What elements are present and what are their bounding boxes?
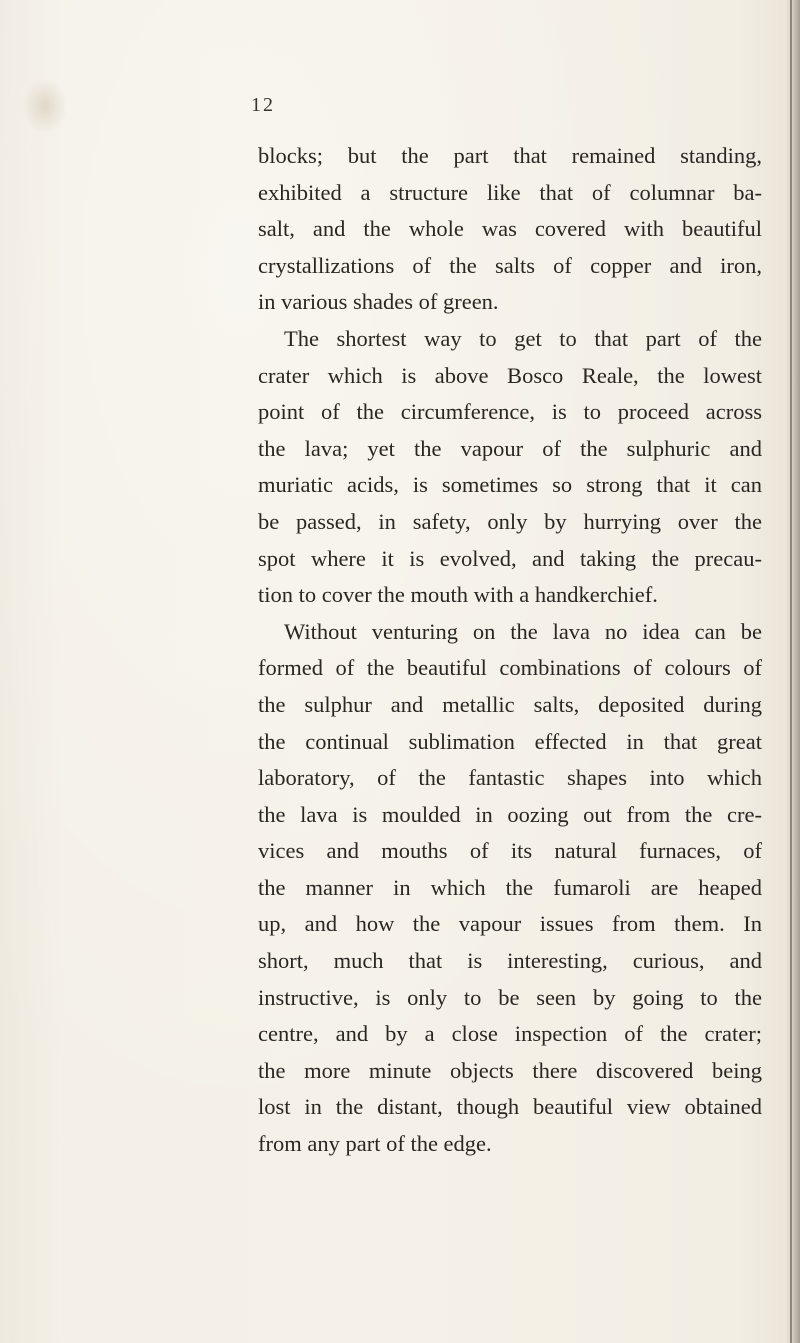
text-line: from any part of the edge.: [258, 1131, 492, 1157]
text-line: the more minute objects there discovered being: [258, 1057, 762, 1083]
text-line: short, much that is interesting, curious, and: [258, 948, 762, 974]
paper-stain: [22, 78, 68, 134]
text-line: centre, and by a close inspection of the crater;: [258, 1021, 762, 1047]
text-line: Without venturing on the lava no idea can be: [284, 618, 762, 644]
text-line: the sulphur and metallic salts, deposited during: [258, 691, 762, 717]
text-line: laboratory, of the fantastic shapes into which: [258, 765, 762, 791]
text-line: tion to cover the mouth with a handkerchief.: [258, 582, 658, 608]
text-line: crystallizations of the salts of copper and iron,: [258, 252, 762, 278]
text-line: exhibited a structure like that of columnar ba-: [258, 179, 762, 205]
page-number: 12: [251, 94, 275, 116]
text-line: muriatic acids, is sometimes so strong that it can: [258, 472, 762, 498]
text-line: lost in the distant, though beautiful view obtained: [258, 1094, 762, 1120]
text-line: salt, and the whole was covered with beautiful: [258, 216, 762, 242]
text-line: spot where it is evolved, and taking the precau-: [258, 545, 762, 571]
text-line: the continual sublimation effected in that great: [258, 728, 762, 754]
binding-line: [790, 0, 792, 1343]
text-line: formed of the beautiful combinations of colours of: [258, 655, 762, 681]
text-line: in various shades of green.: [258, 289, 499, 315]
text-line: crater which is above Bosco Reale, the lowest: [258, 362, 762, 388]
text-line: the manner in which the fumaroli are heaped: [258, 874, 762, 900]
text-line: point of the circumference, is to proceed across: [258, 399, 762, 425]
text-line: vices and mouths of its natural furnaces, of: [258, 838, 762, 864]
binding-edge: [786, 0, 800, 1343]
text-line: The shortest way to get to that part of the: [284, 325, 762, 351]
text-line: instructive, is only to be seen by going to the: [258, 984, 762, 1010]
text-line: the lava; yet the vapour of the sulphuric and: [258, 435, 762, 461]
text-line: the lava is moulded in oozing out from the cre-: [258, 801, 762, 827]
text-line: blocks; but the part that remained standing,: [258, 143, 762, 168]
text-line: be passed, in safety, only by hurrying over the: [258, 508, 762, 534]
body-text: [258, 138, 762, 1163]
text-line: up, and how the vapour issues from them. In: [258, 911, 762, 937]
